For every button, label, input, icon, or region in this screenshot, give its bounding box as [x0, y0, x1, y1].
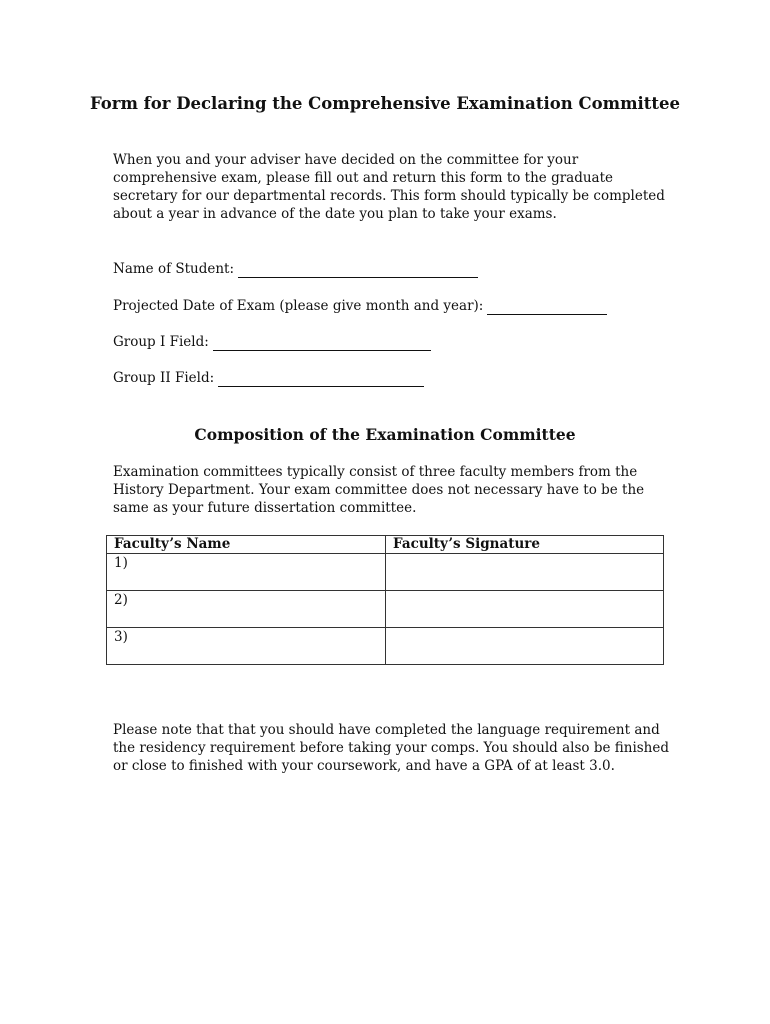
faculty-signature-header: Faculty’s Signature [386, 536, 664, 554]
committee-heading: Composition of the Examination Committee [194, 425, 576, 444]
committee-description: Examination committees typically consist of three faculty members from the History Department. Your exam committee does not necessary have to be the same as your future dissertation committee. [113, 464, 645, 516]
exam-date-label: Projected Date of Exam (please give month and year): [113, 298, 484, 314]
faculty-name-header: Faculty’s Name [107, 536, 386, 554]
group-one-label: Group I Field: [113, 334, 209, 350]
requirements-note: Please note that that you should have completed the language requirement and the residency requirement before taking your comps. You should also be finished or close to finished with your coursework, and have a GPA of at least 3.0. [113, 722, 670, 774]
student-name-input[interactable] [238, 264, 478, 278]
group-two-field [113, 369, 424, 387]
faculty-name-cell[interactable]: 2) [107, 591, 386, 628]
exam-date-field [113, 297, 607, 315]
committee-table [106, 535, 664, 665]
table-row [107, 554, 664, 591]
group-one-input[interactable] [213, 337, 431, 351]
form-title: Form for Declaring the Comprehensive Examination Committee [89, 94, 681, 113]
exam-date-input[interactable] [487, 301, 607, 315]
table-header-row [107, 536, 664, 554]
group-two-label: Group II Field: [113, 370, 215, 386]
intro-paragraph: When you and your adviser have decided on the committee for your comprehensive exam, please fill out and return this form to the graduate secretary for our departmental records. This form should typically be completed about a year in advance of the date you plan to take your exams. [113, 152, 665, 222]
faculty-signature-cell[interactable] [386, 591, 664, 628]
table-row [107, 628, 664, 665]
student-name-label: Name of Student: [113, 261, 235, 277]
faculty-name-cell[interactable]: 1) [107, 554, 386, 591]
faculty-name-cell[interactable]: 3) [107, 628, 386, 665]
student-name-field [113, 260, 478, 278]
table-row [107, 591, 664, 628]
group-one-field [113, 333, 431, 351]
group-two-input[interactable] [218, 373, 424, 387]
faculty-signature-cell[interactable] [386, 554, 664, 591]
faculty-signature-cell[interactable] [386, 628, 664, 665]
